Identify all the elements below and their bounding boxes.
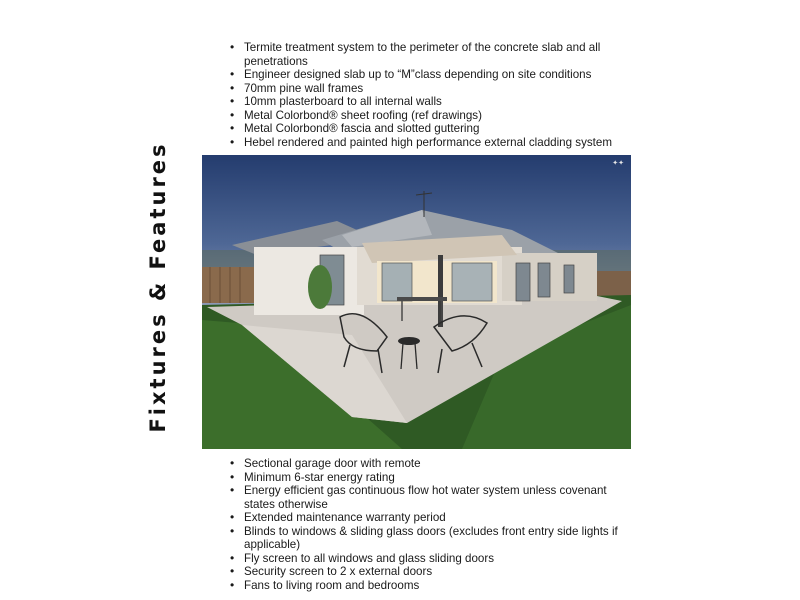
- list-item: • Metal Colorbond® sheet roofing (ref drawings): [228, 109, 628, 123]
- list-item: • 10mm plasterboard to all internal walls: [228, 95, 628, 109]
- list-item: • Engineer designed slab up to “M”class depending on site conditions: [228, 68, 628, 82]
- list-item: • Termite treatment system to the perimeter of the concrete slab and all penetrations: [228, 41, 628, 68]
- list-item: • Fans to living room and bedrooms: [228, 579, 628, 593]
- photographer-logo: ✦✦: [612, 159, 624, 167]
- features-list-top: [228, 41, 628, 149]
- list-item: • Security screen to 2 x external doors: [228, 565, 628, 579]
- list-item: • Blinds to windows & sliding glass doors (excludes front entry side lights if applicable): [228, 525, 628, 552]
- section-title-fixtures-features: Fixtures & Features: [146, 141, 170, 433]
- list-item: • 70mm pine wall frames: [228, 82, 628, 96]
- list-item: • Minimum 6-star energy rating: [228, 471, 628, 485]
- list-item: • Fly screen to all windows and glass sliding doors: [228, 552, 628, 566]
- list-item: • Sectional garage door with remote: [228, 457, 628, 471]
- house-illustration: [202, 155, 631, 449]
- list-item: • Extended maintenance warranty period: [228, 511, 628, 525]
- list-item: • Energy efficient gas continuous flow hot water system unless covenant states otherwise: [228, 484, 628, 511]
- list-item: • Hebel rendered and painted high performance external cladding system: [228, 136, 628, 150]
- house-exterior-photo: [202, 155, 631, 449]
- features-list-bottom: [228, 457, 628, 592]
- list-item: • Metal Colorbond® fascia and slotted guttering: [228, 122, 628, 136]
